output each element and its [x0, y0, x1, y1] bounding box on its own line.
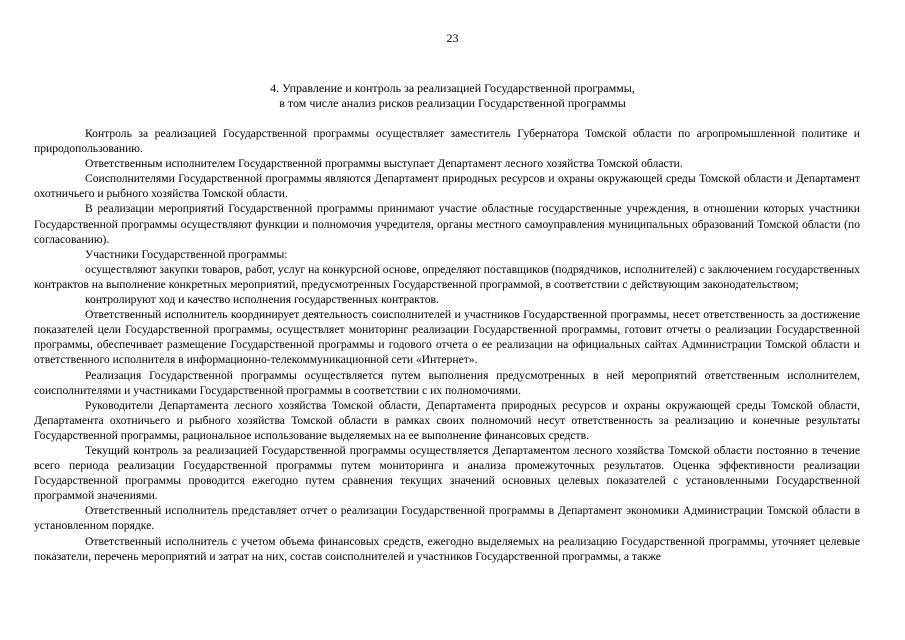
section-title-line-1: 4. Управление и контроль за реализацией Государственной программы, [270, 81, 635, 95]
paragraph: Руководители Департамента лесного хозяйства Томской области, Департамента природных ресурсов и охраны окружающей среды Томской области, Департамента охотничьего и рыбного хозяйства Томской области в рамках своих полномочий несут ответственность за реализацию и конечные результаты Государственной программы, рациональное использование выделяемых на ее выполнение финансовых средств. [34, 398, 860, 442]
paragraph: Соисполнителями Государственной программы являются Департамент природных ресурсов и охраны окружающей среды Томской области и Департамент охотничьего и рыбного хозяйства Томской области. [34, 172, 860, 201]
paragraph: Контроль за реализацией Государственной программы осуществляет заместитель Губернатора Томской области по агропромышленной политике и природопользованию. [34, 127, 860, 156]
document-body [34, 126, 860, 564]
section-title [0, 81, 905, 111]
paragraph: Текущий контроль за реализацией Государственной программы осуществляется Департаментом лесного хозяйства Томской области постоянно в течение всего периода реализации Государственной программы путем мониторинга и анализа промежуточных результатов. Оценка эффективности реализации Государственной программы проводится ежегодно путем сравнения текущих значений основных целевых показателей с установленными Государственной программой значениями. [34, 443, 860, 503]
paragraph: Ответственный исполнитель координирует деятельность соисполнителей и участников Государственной программы, несет ответственность за достижение показателей цели Государственной программы, осуществляет мониторинг реализации Государственной программы, готовит отчеты о реализации Государственной программы, обеспечивает размещение Государственной программы и годового отчета о ее реализации на официальных сайтах Администрации Томской области и ответственного исполнителя в информационно-телекоммуникационной сети «Интернет». [34, 308, 860, 367]
paragraph: Ответственным исполнителем Государственной программы выступает Департамент лесного хозяйства Томской области. [85, 157, 683, 171]
paragraph: Ответственный исполнитель с учетом объема финансовых средств, ежегодно выделяемых на реализацию Государственной программы, уточняет целевые показатели, перечень мероприятий и затрат на них, состав соисполнителей и участников Государственной программы, а также [34, 534, 860, 563]
page-number: 23 [446, 31, 459, 45]
paragraph: осуществляют закупки товаров, работ, услуг на конкурсной основе, определяют поставщиков (подрядчиков, исполнителей) с заключением государственных контрактов на выполнение конкретных мероприятий, предусмотренных Государственной программой, в соответствии с действующим законодательством; [34, 262, 860, 291]
section-title-line-2: в том числе анализ рисков реализации Государственной программы [279, 96, 626, 110]
paragraph: контролируют ход и качество исполнения государственных контрактов. [85, 293, 439, 307]
paragraph: В реализации мероприятий Государственной программы принимают участие областные государственные учреждения, в отношении которых участники Государственной программы осуществляют функции и полномочия учредителя, органы местного самоуправления муниципальных образований Томской области (по согласованию). [34, 202, 860, 246]
paragraph: Ответственный исполнитель представляет отчет о реализации Государственной программы в Департамент экономики Администрации Томской области в установленном порядке. [34, 504, 860, 533]
paragraph: Реализация Государственной программы осуществляется путем выполнения предусмотренных в ней мероприятий ответственным исполнителем, соисполнителями и участниками Государственной программы в соответствии с их полномочиями. [34, 368, 860, 397]
paragraph: Участники Государственной программы: [85, 247, 288, 261]
